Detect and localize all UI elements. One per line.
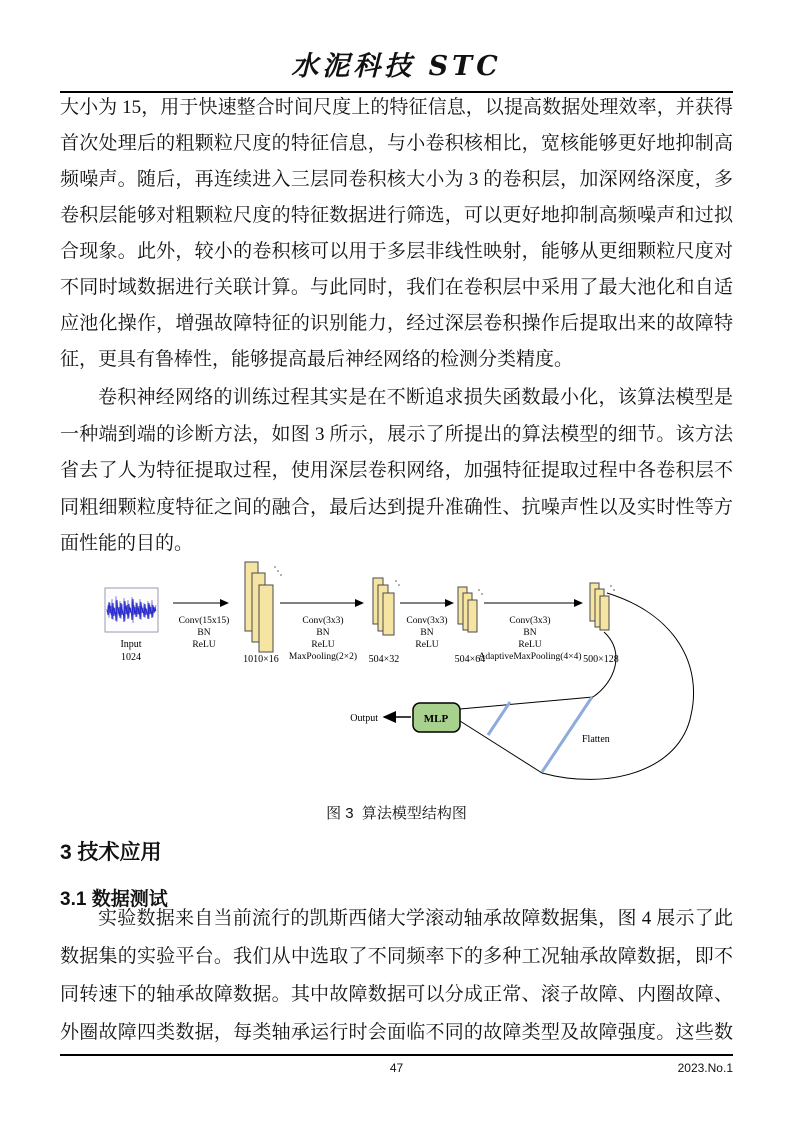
stage4-op: ReLU	[518, 640, 542, 650]
section-heading-3: 3 技术应用	[60, 841, 162, 864]
stage3-op: BN	[420, 628, 434, 638]
output-label: Output	[350, 713, 378, 724]
body-line: 频噪声。随后，再连续进入三层同卷积核大小为 3 的卷积层，加深网络深度，多	[60, 169, 733, 190]
stage4-op: Conv(3x3)	[509, 616, 551, 626]
body-line: 一种端到端的诊断方法，如图 3 所示，展示了所提出的算法模型的细节。该方法	[60, 423, 733, 445]
stage4-op: AdaptiveMaxPooling(4×4)	[478, 652, 582, 662]
body-line: 同粗细颗粒度特征之间的融合，最后达到提升准确性、抗噪声性以及实时性等方	[60, 496, 733, 518]
feature-map-stack-3	[458, 587, 483, 632]
figure-caption: 图 3 算法模型结构图	[326, 805, 467, 822]
input-signal-image	[105, 588, 158, 632]
footer-rule	[60, 1054, 733, 1056]
stage1-op: ReLU	[192, 640, 216, 650]
body-line: 卷积层能够对粗颗粒尺度的特征数据进行筛选，可以更好地抑制高频噪声和过拟	[60, 205, 733, 226]
body-line: 外圈故障四类数据，每类轴承运行时会面临不同的故障类型及故障强度。这些数	[60, 1022, 733, 1043]
flatten-label: Flatten	[582, 734, 610, 745]
stage3-op: Conv(3x3)	[406, 616, 448, 626]
stage2-op: ReLU	[311, 640, 335, 650]
journal-title: 水泥科技 STC	[291, 51, 502, 82]
cnn-architecture-diagram	[60, 545, 733, 795]
body-line: 面性能的目的。	[60, 533, 194, 554]
stage4-op: BN	[523, 628, 537, 638]
mlp-label: MLP	[423, 713, 449, 725]
paragraph-1	[60, 90, 733, 378]
body-line: 实验数据来自当前流行的凯斯西储大学滚动轴承故障数据集，图 4 展示了此	[98, 908, 733, 929]
body-line: 应池化操作，增强故障特征的识别能力，经过深层卷积操作后提取出来的故障特	[60, 313, 733, 334]
stage3-op: ReLU	[415, 640, 439, 650]
stage4-out-dim: 500×128	[583, 654, 619, 665]
stage2-op: Conv(3x3)	[302, 616, 344, 626]
body-line: 不同时域数据进行关联计算。与此同时，我们在卷积层中采用了最大池化和自适	[60, 277, 733, 298]
stage2-out-dim: 504×32	[368, 654, 400, 665]
body-line: 征，更具有鲁棒性，能够提高最后神经网络的检测分类精度。	[60, 349, 574, 370]
paragraph-2	[60, 380, 733, 563]
stage2-op: MaxPooling(2×2)	[288, 652, 358, 662]
feature-map-stack-2	[373, 578, 400, 635]
stage1-op: Conv(15x15)	[178, 616, 230, 626]
stage1-op: BN	[197, 628, 211, 638]
input-label: Input	[120, 639, 142, 650]
figure-cnn-architecture	[60, 545, 733, 795]
paragraph-3	[60, 900, 733, 1052]
body-line: 卷积神经网络的训练过程其实是在不断追求损失函数最小化，该算法模型是	[98, 387, 733, 408]
stage2-op: BN	[316, 628, 330, 638]
stage3-out-dim: 504×64	[454, 654, 486, 665]
stage1-out-dim: 1010×16	[243, 654, 279, 665]
flatten-slice-line	[488, 702, 510, 735]
feature-map-stack-4	[590, 583, 615, 630]
body-line: 省去了人为特征提取过程，使用深层卷积网络，加强特征提取过程中各卷积层不	[60, 460, 733, 481]
body-line: 数据集的实验平台。我们从中选取了不同频率下的多种工况轴承故障数据，即不	[60, 946, 733, 967]
flatten-funnel	[460, 593, 694, 779]
section-heading-3-1: 3.1 数据测试	[60, 889, 168, 910]
body-line: 首次处理后的粗颗粒尺度的特征信息，与小卷积核相比，宽核能够更好地抑制高	[60, 133, 733, 154]
input-size-label: 1024	[121, 652, 141, 663]
feature-map-stack-1	[245, 562, 282, 652]
body-line: 大小为 15，用于快速整合时间尺度上的特征信息，以提高数据处理效率，并获得	[60, 97, 733, 118]
issue-number: 2023.No.1	[677, 1061, 733, 1075]
body-line: 合现象。此外，较小的卷积核可以用于多层非线性映射，能够从更细颗粒尺度对	[60, 241, 733, 262]
body-line: 同转速下的轴承故障数据。其中故障数据可以分成正常、滚子故障、内圈故障、	[60, 984, 733, 1005]
page-number: 47	[389, 1061, 404, 1075]
